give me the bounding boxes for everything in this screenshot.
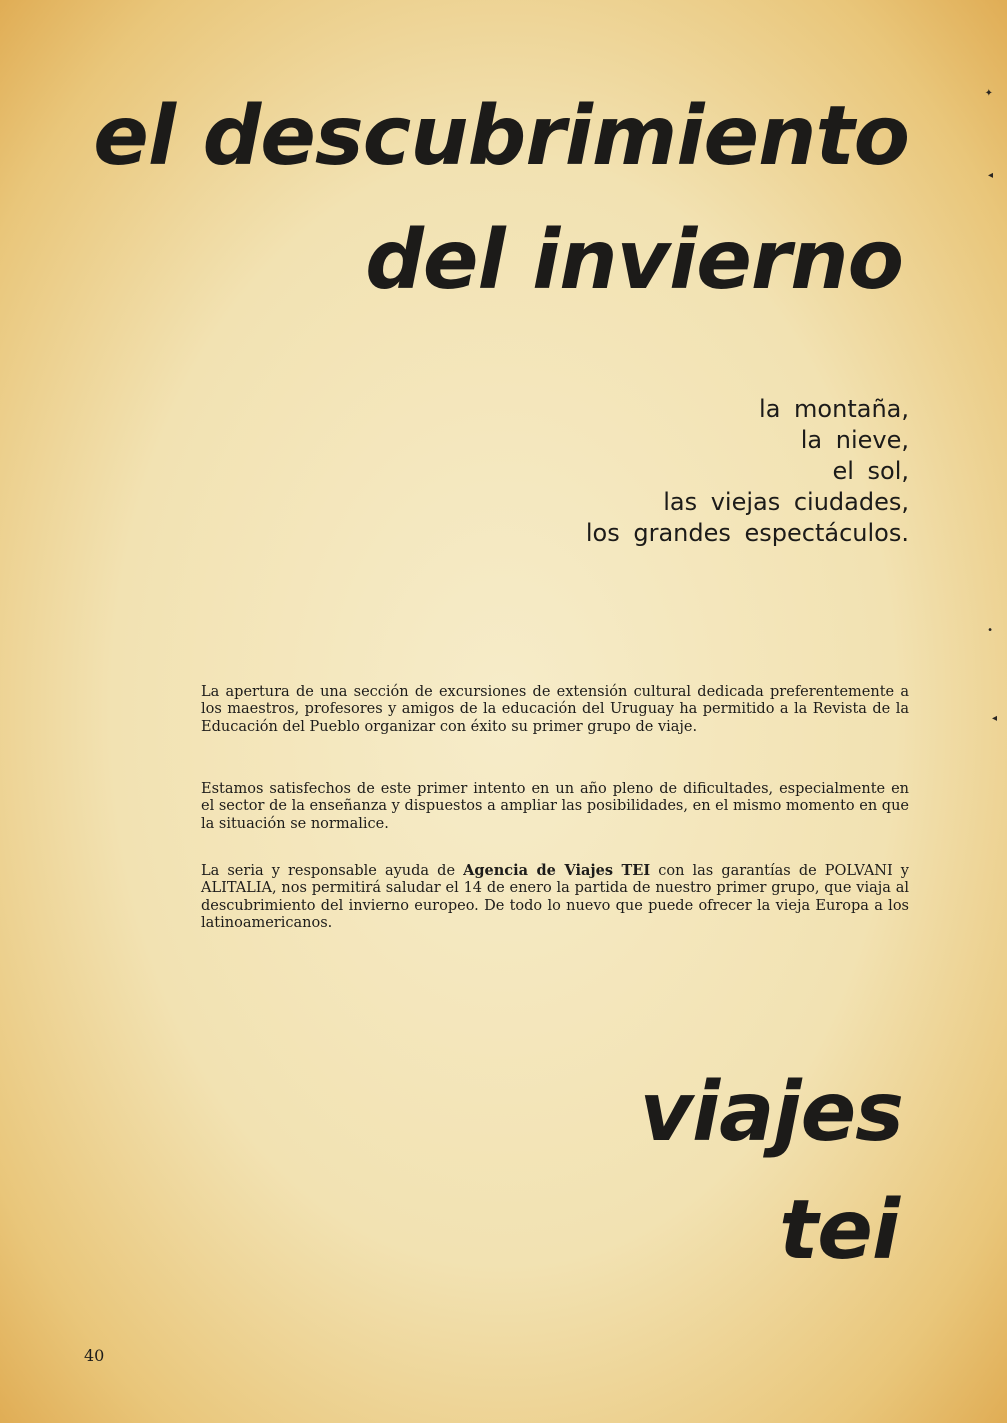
places-list bbox=[586, 394, 909, 549]
margin-mark: ✦ bbox=[984, 88, 993, 99]
page-number: 40 bbox=[84, 1346, 105, 1365]
brand-line-2: tei bbox=[779, 1183, 899, 1278]
place-mountain: la montaña, bbox=[759, 395, 909, 423]
agency-name: Agencia de Viajes TEI bbox=[463, 861, 651, 879]
margin-mark: ◂ bbox=[991, 713, 997, 724]
paragraph-agency-intro: La seria y responsable ayuda de bbox=[201, 862, 464, 879]
place-shows: los grandes espectáculos. bbox=[585, 519, 909, 547]
place-old-cities: las viejas ciudades, bbox=[663, 488, 909, 516]
headline-line-1: el descubrimiento bbox=[93, 89, 909, 184]
headline-line-2: del invierno bbox=[365, 213, 903, 308]
place-snow: la nieve, bbox=[800, 426, 909, 454]
place-sun: el sol, bbox=[832, 457, 909, 485]
paragraph-satisfaction: Estamos satisfechos de este primer intento en un año pleno de dificultades, especialmente en el sector de la enseñanza y dispuestos a ampliar las posibilidades, en el mismo momento en que la situación se normalice. bbox=[201, 780, 909, 832]
brand-line-1: viajes bbox=[639, 1065, 903, 1160]
paragraph-agency bbox=[201, 862, 909, 933]
paragraph-agency-rest: con las garantías de POLVANI y ALITALIA, nos permitirá saludar el 14 de enero la partida de nuestro primer grupo, que viaja al descubrimiento del invierno europeo. De todo lo nuevo que puede ofrecer la vieja Europa a los latinoamericanos. bbox=[201, 862, 909, 931]
paragraph-opening: La apertura de una sección de excursiones de extensión cultural dedicada preferentemente a los maestros, profesores y amigos de la educación del Uruguay ha permitido a la Revista de la Educación del Pueblo organizar con éxito su primer grupo de viaje. bbox=[201, 683, 909, 735]
margin-mark: • bbox=[987, 625, 993, 636]
margin-mark: ◂ bbox=[987, 170, 993, 181]
